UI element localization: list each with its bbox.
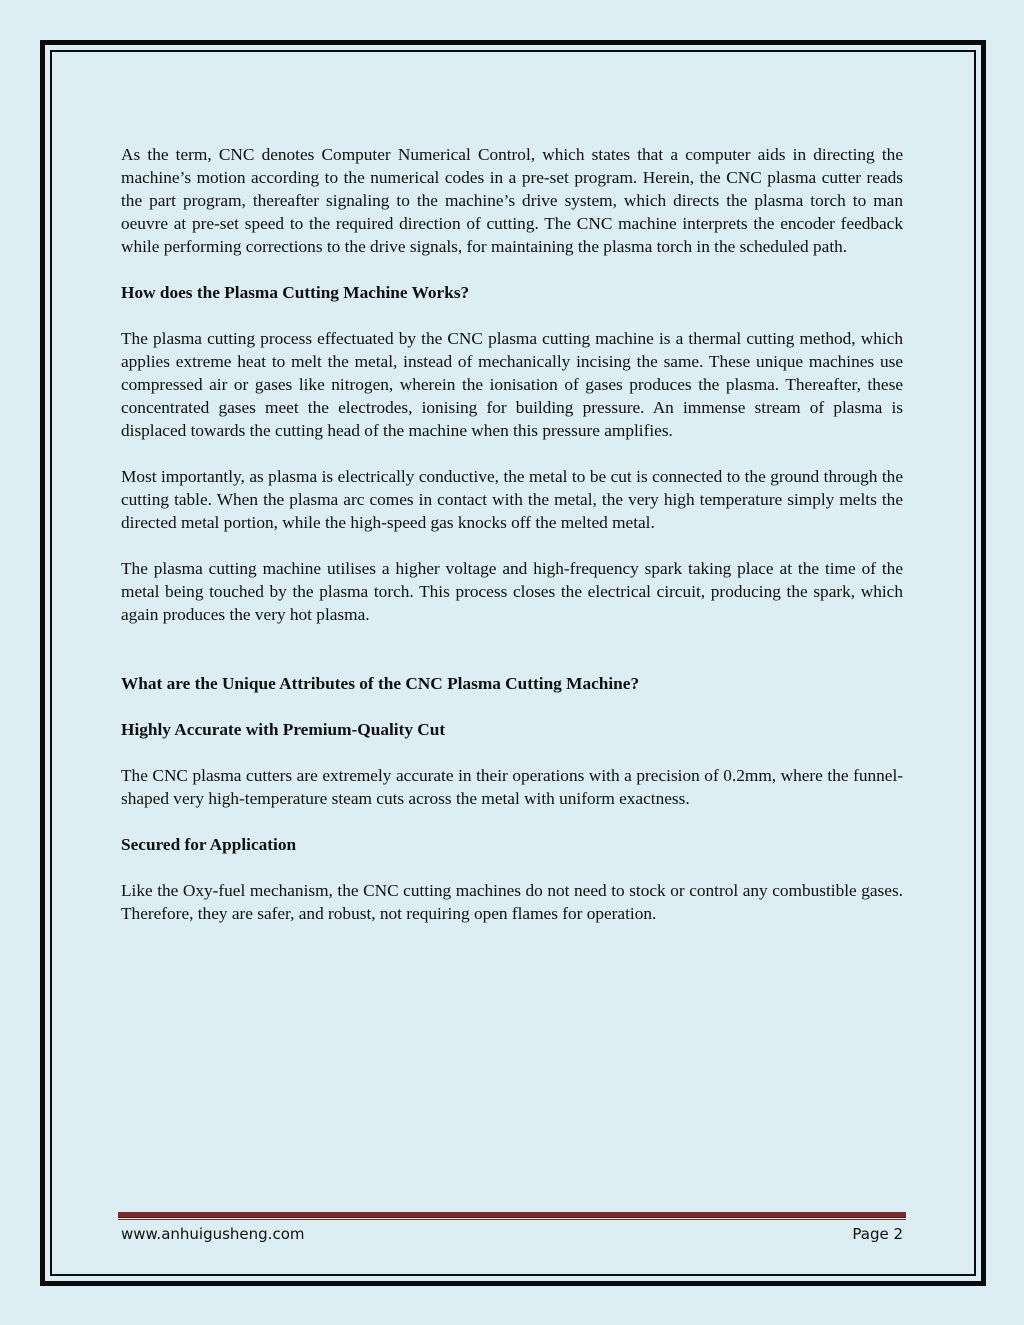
paragraph-plasma-process: The plasma cutting process effectuated by the CNC plasma cutting machine is a thermal cutting method, which applies extreme heat to melt the metal, instead of mechanically incising the same. These unique machines use compressed air or gases like nitrogen, wherein the ionisation of gases produces the plasma. Thereafter, these concentrated gases meet the electrodes, ionising for building pressure. An immense stream of plasma is displaced towards the cutting head of the machine when this pressure amplifies. — [121, 329, 903, 440]
paragraph-security: Like the Oxy-fuel mechanism, the CNC cutting machines do not need to stock or control any combustible gases. Therefore, they are safer, and robust, not requiring open flames for operation. — [121, 881, 903, 923]
footer-website-link[interactable]: www.anhuigusheng.com — [121, 1225, 305, 1243]
paragraph-accuracy: The CNC plasma cutters are extremely accurate in their operations with a precision of 0.2mm, where the funnel-shaped very high-temperature steam cuts across the metal with uniform exactness. — [121, 766, 903, 808]
paragraph-cnc-definition: As the term, CNC denotes Computer Numerical Control, which states that a computer aids in directing the machine’s motion according to the numerical codes in a pre-set program. Herein, the CNC plasma cutter reads the part program, thereafter signaling to the machine’s drive system, which directs the plasma torch to man oeuvre at pre-set speed to the required direction of cutting. The CNC machine interprets the encoder feedback while performing corrections to the drive signals, for maintaining the plasma torch in the scheduled path. — [121, 145, 903, 256]
heading-how-it-works: How does the Plasma Cutting Machine Works? — [121, 283, 470, 302]
paragraph-spark: The plasma cutting machine utilises a higher voltage and high-frequency spark taking place at the time of the metal being touched by the plasma torch. This process closes the electrical circuit, producing the spark, which again produces the very hot plasma. — [121, 559, 903, 624]
footer-page-number: Page 2 — [852, 1225, 903, 1243]
heading-accuracy: Highly Accurate with Premium-Quality Cut — [121, 720, 446, 739]
page-footer — [121, 1224, 903, 1244]
paragraph-conductive-metal: Most importantly, as plasma is electrically conductive, the metal to be cut is connected to the ground through the cutting table. When the plasma arc comes in contact with the metal, the very high temperature simply melts the directed metal portion, while the high-speed gas knocks off the melted metal. — [121, 467, 903, 532]
document-body — [121, 143, 903, 925]
footer-rule-thin — [118, 1219, 906, 1220]
heading-security: Secured for Application — [121, 835, 297, 854]
heading-unique-attributes: What are the Unique Attributes of the CNC Plasma Cutting Machine? — [121, 674, 640, 693]
footer-rule — [118, 1212, 906, 1218]
